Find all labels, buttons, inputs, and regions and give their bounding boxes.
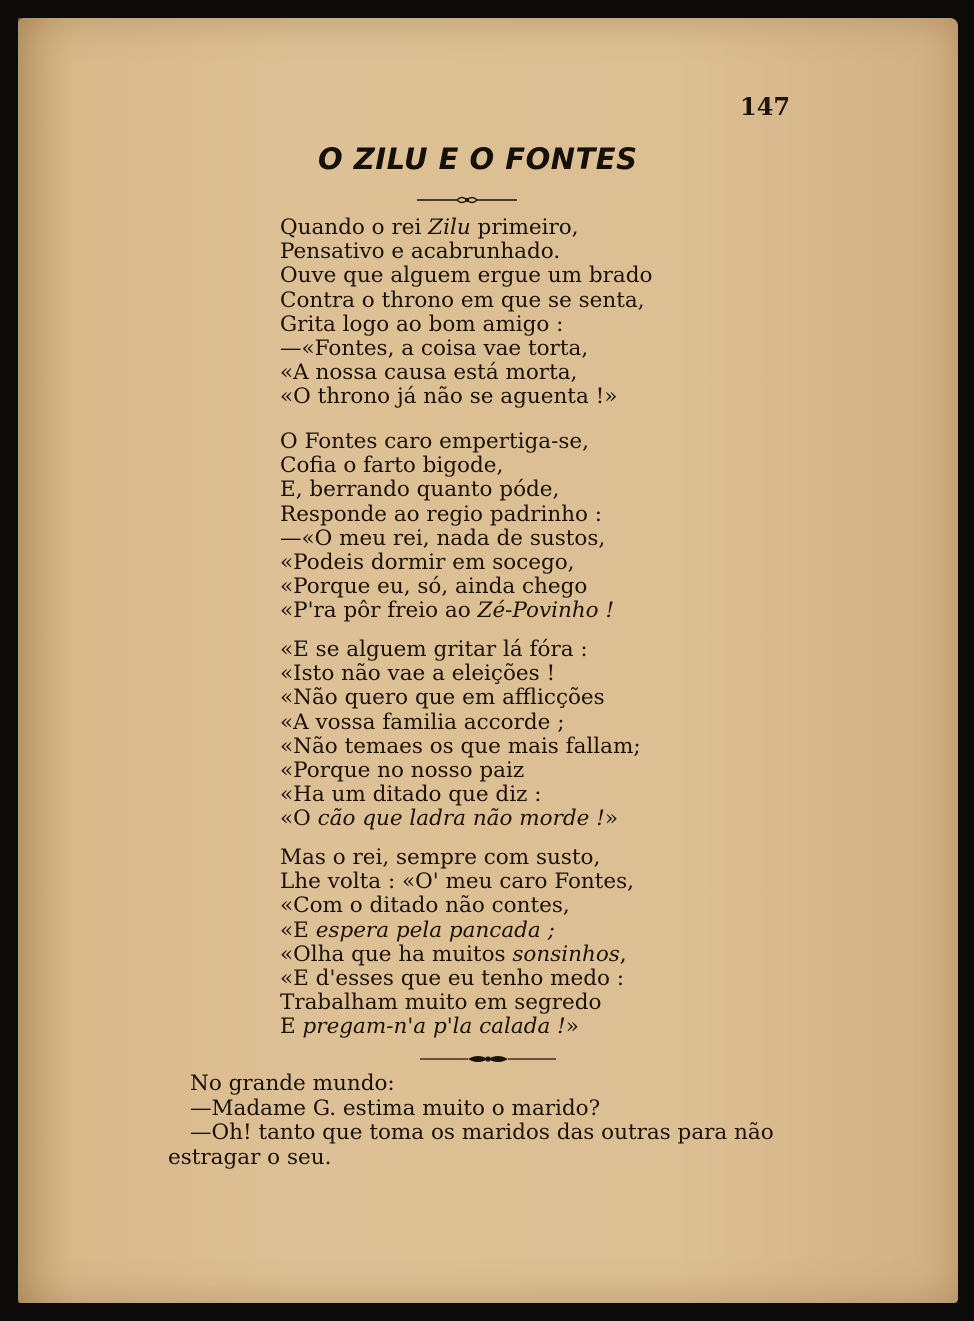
verse-line: Cofia o farto bigode,: [280, 453, 504, 479]
verse-line: «Porque no nosso paiz: [280, 758, 525, 784]
anecdote-line: estragar o seu.: [168, 1144, 332, 1170]
verse-line: «Porque eu, só, ainda chego: [280, 574, 588, 600]
verse-line: «Com o ditado não contes,: [280, 893, 570, 919]
verse-line: E pregam-n'a p'la calada !»: [280, 1014, 579, 1040]
verse-line: «Ha um ditado que diz :: [280, 782, 542, 808]
title-ornament: [415, 194, 519, 206]
stanza-3: [280, 638, 641, 832]
verse-line: Contra o throno em que se senta,: [280, 287, 645, 313]
verse-line: «O cão que ladra não morde !»: [280, 806, 618, 832]
anecdote: [168, 1072, 798, 1170]
verse-line: Lhe volta : «O' meu caro Fontes,: [280, 869, 635, 895]
poem-title: O ZILU E O FONTES: [318, 142, 638, 176]
page-number: 147: [740, 92, 791, 121]
verse-line: «Não temaes os que mais fallam;: [280, 733, 641, 759]
verse-line: «Isto não vae a eleições !: [280, 661, 556, 687]
anecdote-line: No grande mundo:: [190, 1071, 395, 1096]
verse-line: O Fontes caro empertiga-se,: [280, 429, 589, 454]
verse-line: —«Fontes, a coisa vae torta,: [280, 336, 589, 362]
verse-line: Mas o rei, sempre com susto,: [280, 845, 601, 870]
verse-line: Ouve que alguem ergue um brado: [280, 263, 653, 289]
stanza-1: [280, 216, 652, 410]
verse-line: Quando o rei Zilu primeiro,: [280, 215, 579, 240]
verse-line: Pensativo e acabrunhado.: [280, 239, 561, 265]
section-divider-ornament: [418, 1052, 558, 1066]
verse-line: Responde ao regio padrinho :: [280, 501, 603, 527]
verse-line: «Olha que ha muitos sonsinhos,: [280, 941, 627, 967]
verse-line: «O throno já não se aguenta !»: [280, 384, 618, 410]
stanza-4: [280, 846, 634, 1040]
verse-line: «E d'esses que eu tenho medo :: [280, 966, 625, 992]
verse-line: Grita logo ao bom amigo :: [280, 311, 564, 337]
verse-line: «A vossa familia accorde ;: [280, 709, 565, 735]
verse-line: Trabalham muito em segredo: [280, 990, 602, 1016]
stanza-2: [280, 430, 614, 624]
verse-line: «Não quero que em afflicções: [280, 685, 605, 711]
verse-line: «E se alguem gritar lá fóra :: [280, 637, 588, 662]
anecdote-line: —Oh! tanto que toma os maridos das outras para não: [190, 1120, 774, 1145]
verse-line: E, berrando quanto póde,: [280, 477, 560, 503]
verse-line: —«O meu rei, nada de sustos,: [280, 525, 606, 551]
verse-line: «P'ra pôr freio ao Zé-Povinho !: [280, 598, 615, 624]
verse-line: «A nossa causa está morta,: [280, 360, 578, 386]
verse-line: «E espera pela pancada ;: [280, 917, 555, 943]
verse-line: «Podeis dormir em socego,: [280, 550, 575, 576]
anecdote-line: —Madame G. estima muito o marido?: [190, 1095, 601, 1121]
